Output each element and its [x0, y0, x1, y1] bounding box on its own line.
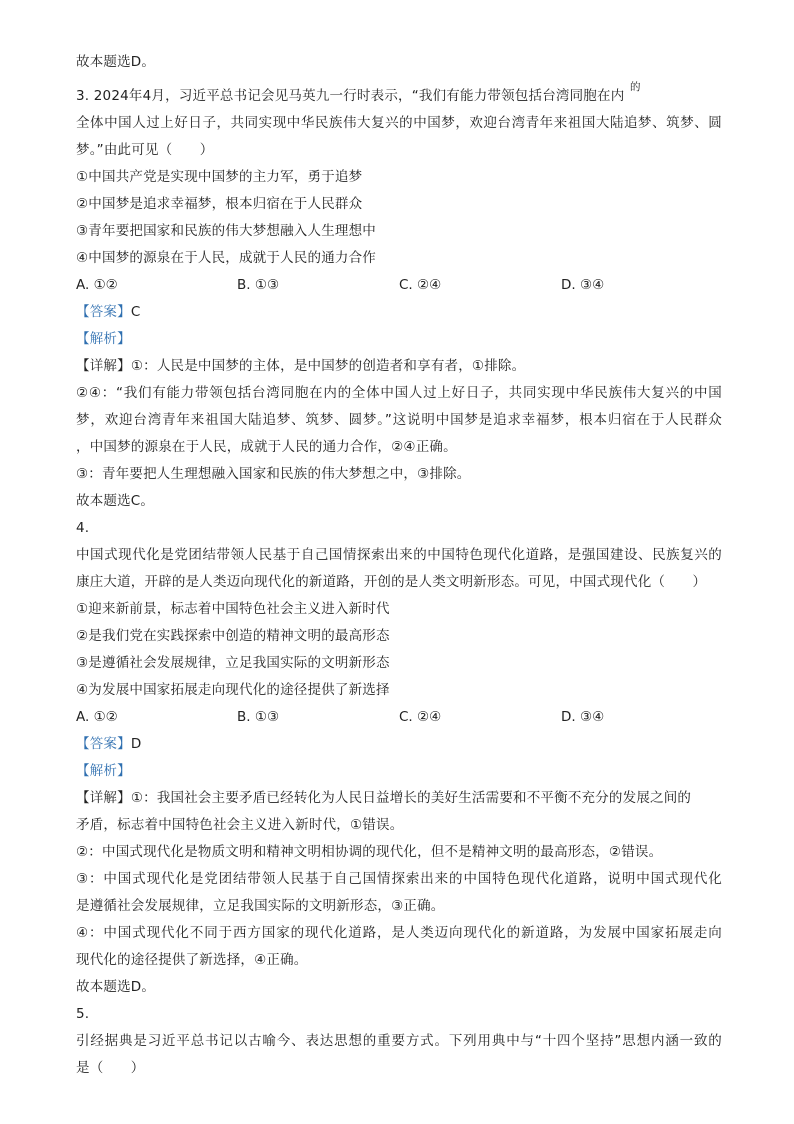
q3-detail-line-2: ②④：“我们有能力带领包括台湾同胞在内的全体中国人过上好日子，共同实现中华民族伟大复兴的中国: [76, 385, 722, 401]
q3-answer-tag: 【答案】: [76, 304, 131, 320]
q4-option-b: B. ①③: [237, 709, 280, 725]
q4-detail-line-4: ③：中国式现代化是党团结带领人民基于自己国情探索出来的中国特色现代化道路，说明中国式现代化: [76, 871, 722, 887]
q4-stem-line-1: 中国式现代化是党团结带领人民基于自己国情探索出来的中国特色现代化道路，是强国建设、民族复兴的: [76, 547, 722, 563]
q4-item-3: ③是遵循社会发展规律，立足我国实际的文明新形态: [76, 655, 390, 671]
q4-detail-tag: 【详解】: [76, 790, 131, 806]
q4-option-c: C. ②④: [399, 709, 442, 725]
q5-stem-line-1: 引经据典是习近平总书记以古喻今、表达思想的重要方式。下列用典中与“十四个坚持”思想内涵一致的: [76, 1033, 722, 1049]
q3-item-2: ②中国梦是追求幸福梦，根本归宿在于人民群众: [76, 196, 363, 212]
q4-detail-text-1: ①：我国社会主要矛盾已经转化为人民日益增长的美好生活需要和不平衡不充分的发展之间的: [130, 790, 692, 806]
q3-conclusion: 故本题选C。: [76, 493, 155, 509]
q3-detail-line-1: [76, 357, 525, 375]
q3-answer-line: [76, 303, 140, 321]
q3-answer-value: C: [130, 304, 141, 320]
q4-detail-line-1: [76, 789, 691, 807]
q5-stem-line-2: 是（ ）: [76, 1060, 145, 1076]
q3-option-b: B. ①③: [237, 277, 280, 293]
q3-detail-tag: 【详解】: [76, 358, 131, 374]
q3-stem-line-1: 3. 2024年4月，习近平总书记会见马英九一行时表示，“我们有能力带领包括台湾同胞在内: [76, 88, 625, 104]
q4-option-d: D. ③④: [561, 709, 605, 725]
q4-detail-line-3: ②：中国式现代化是物质文明和精神文明相协调的现代化，但不是精神文明的最高形态，②错误。: [76, 844, 663, 860]
q4-answer-line: [76, 735, 141, 753]
q3-detail-line-4: ，中国梦的源泉在于人民，成就于人民的通力合作，②④正确。: [76, 439, 457, 455]
q4-number: 4.: [76, 520, 90, 536]
q4-detail-line-2: 矛盾，标志着中国特色社会主义进入新时代，①错误。: [76, 817, 404, 833]
q5-number: 5.: [76, 1006, 90, 1022]
q4-item-1: ①迎来新前景，标志着中国特色社会主义进入新时代: [76, 601, 390, 617]
q3-item-1: ①中国共产党是实现中国梦的主力军，勇于追梦: [76, 169, 363, 185]
q3-option-d: D. ③④: [561, 277, 605, 293]
q3-detail-line-3: 梦，欢迎台湾青年来祖国大陆追梦、筑梦、圆梦。”这说明中国梦是追求幸福梦，根本归宿在于人民群众: [76, 412, 722, 428]
q3-stem-superscript: 的: [630, 81, 641, 93]
q4-detail-line-6: ④：中国式现代化不同于西方国家的现代化道路，是人类迈向现代化的新道路，为发展中国家拓展走向: [76, 925, 722, 941]
q4-detail-line-5: 是遵循社会发展规律，立足我国实际的文明新形态，③正确。: [76, 898, 445, 914]
q3-stem-line-2: 全体中国人过上好日子，共同实现中华民族伟大复兴的中国梦，欢迎台湾青年来祖国大陆追梦、筑梦、圆: [76, 115, 722, 131]
q4-answer-value: D: [130, 736, 142, 752]
q4-option-a: A. ①②: [76, 709, 118, 725]
q3-stem-line-3: 梦。”由此可见（ ）: [76, 142, 214, 158]
q3-item-3: ③青年要把国家和民族的伟大梦想融入人生理想中: [76, 223, 377, 239]
q3-analysis-tag: 【解析】: [76, 331, 131, 347]
q3-option-a: A. ①②: [76, 277, 118, 293]
q4-detail-line-7: 现代化的途径提供了新选择，④正确。: [76, 952, 308, 968]
q3-detail-line-5: ③：青年要把人生理想融入国家和民族的伟大梦想之中，③排除。: [76, 466, 471, 482]
q4-analysis-tag: 【解析】: [76, 763, 131, 779]
q4-stem-line-2: 康庄大道，开辟的是人类迈向现代化的新道路，开创的是人类文明新形态。可见，中国式现代化（ ）: [76, 574, 707, 590]
q4-item-4: ④为发展中国家拓展走向现代化的途径提供了新选择: [76, 682, 390, 698]
q2-conclusion: 故本题选D。: [76, 54, 156, 70]
q3-option-c: C. ②④: [399, 277, 442, 293]
q3-item-4: ④中国梦的源泉在于人民，成就于人民的通力合作: [76, 250, 377, 266]
q4-answer-tag: 【答案】: [76, 736, 131, 752]
q4-item-2: ②是我们党在实践探索中创造的精神文明的最高形态: [76, 628, 390, 644]
q3-detail-text-1: ①：人民是中国梦的主体，是中国梦的创造者和享有者，①排除。: [130, 358, 526, 374]
q4-conclusion: 故本题选D。: [76, 979, 156, 995]
